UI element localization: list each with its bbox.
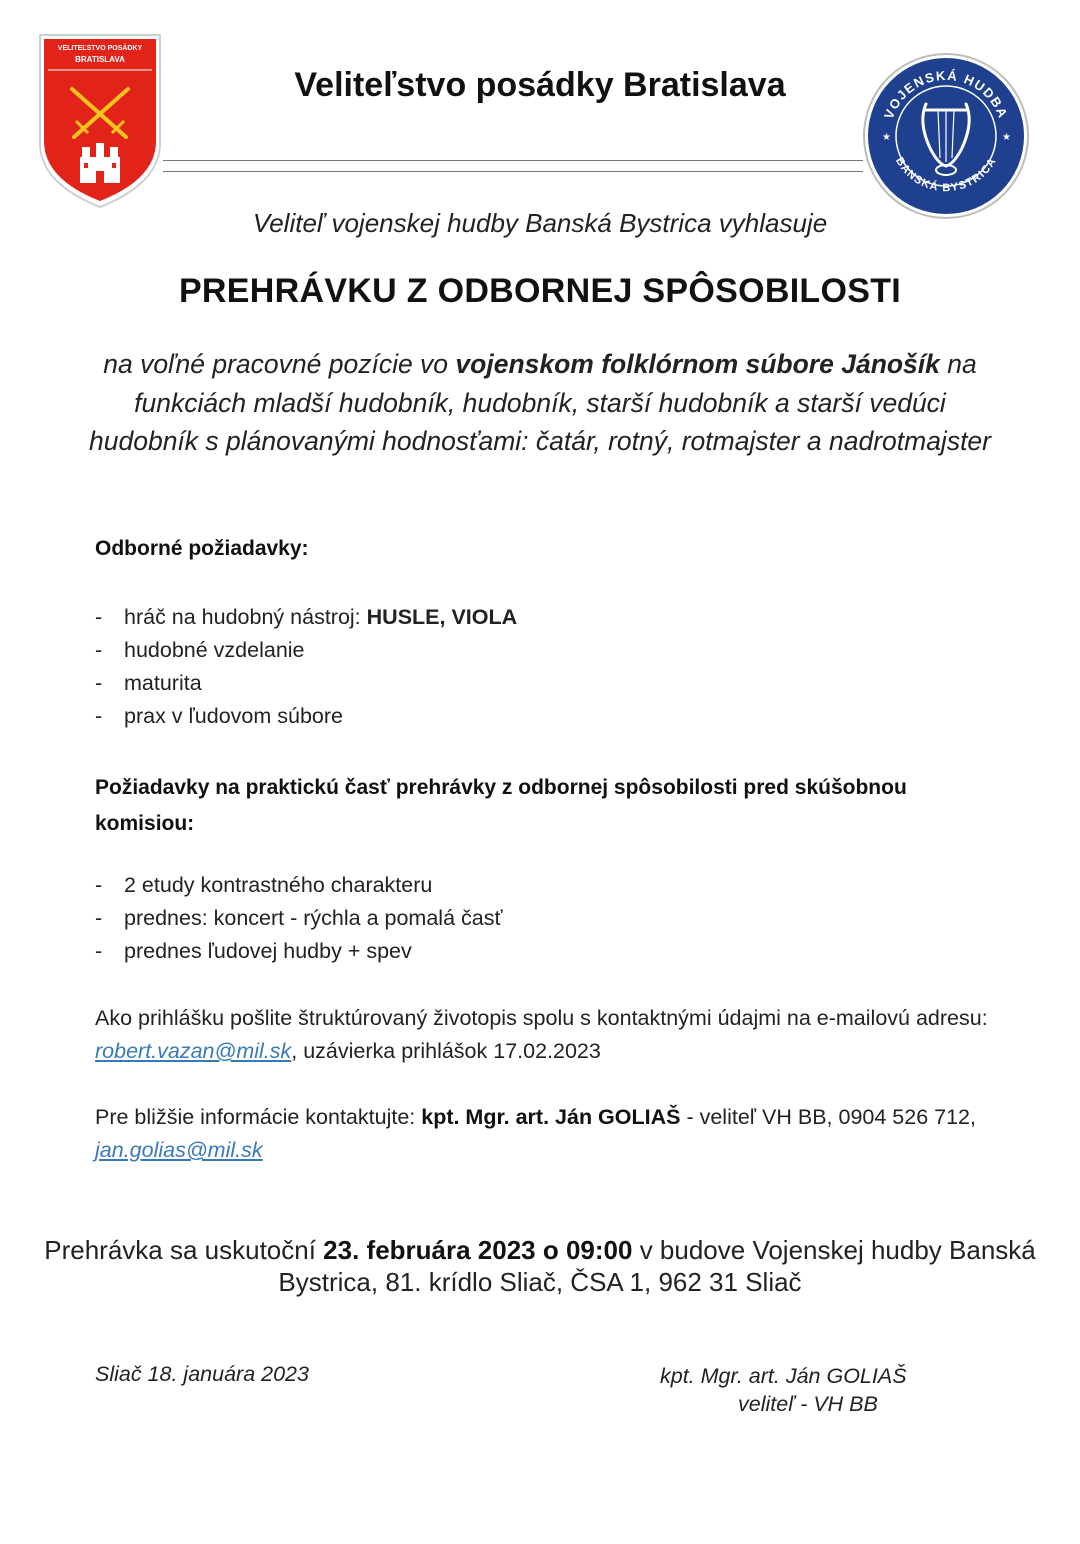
emblem-right-text-top: VOJENSKÁ HUDBA <box>880 67 1012 121</box>
list-item-text: hudobné vzdelanie <box>124 638 305 662</box>
list-item-text: maturita <box>124 671 202 695</box>
svg-text:★: ★ <box>1002 132 1011 143</box>
list-item-text: hráč na hudobný nástroj: <box>124 605 367 629</box>
garrison-coat-of-arms-icon <box>38 33 162 209</box>
ensemble-name: vojenskom folklórnom súbore Jánošík <box>455 349 940 379</box>
application-text-1: Ako prihlášku pošlite štruktúrovaný životopis spolu s kontaktnými údajmi na e-mailovú adresu: <box>95 1006 988 1030</box>
requirements-list <box>95 601 517 733</box>
intro-line: Veliteľ vojenskej hudby Banská Bystrica vyhlasuje <box>252 208 828 238</box>
header-rule-bottom <box>163 171 863 172</box>
positions-text-1: na voľné pracovné pozície vo <box>103 349 456 379</box>
instrument-names: HUSLE, VIOLA <box>366 605 518 629</box>
application-email-link[interactable]: robert.vazan@mil.sk <box>95 1039 292 1063</box>
main-title: PREHRÁVKU Z ODBORNEJ SPÔSOBILOSTI <box>178 272 902 310</box>
contact-email-link[interactable]: jan.golias@mil.sk <box>95 1138 263 1162</box>
application-paragraph <box>95 1002 995 1068</box>
organization-title: Veliteľstvo posádky Bratislava <box>294 66 786 104</box>
list-item-text: prax v ľudovom súbore <box>124 704 343 728</box>
military-band-lyre-icon <box>862 52 1030 220</box>
header-rule-top <box>163 160 863 161</box>
positions-paragraph <box>80 345 1000 461</box>
contact-text-2: - veliteľ VH BB, 0904 526 712, <box>680 1105 976 1129</box>
signer-role: veliteľ - VH BB <box>738 1392 878 1416</box>
emblem-left-text-1: VELITEĽSTVO POSÁDKY <box>57 45 143 52</box>
audition-text-1: Prehrávka sa uskutoční <box>44 1235 324 1265</box>
list-item: - hráč na hudobný nástroj: HUSLE, VIOLA <box>95 605 518 629</box>
signer-name: kpt. Mgr. art. Ján GOLIAŠ <box>660 1364 907 1388</box>
audition-datetime: 23. februára 2023 o 09:00 <box>323 1235 633 1265</box>
audition-details <box>0 1234 1080 1298</box>
contact-name: kpt. Mgr. art. Ján GOLIAŠ <box>421 1105 681 1129</box>
emblem-right-text-bottom: BANSKÁ BYSTRICA <box>893 155 999 195</box>
contact-text-1: Pre bližšie informácie kontaktujte: <box>95 1105 422 1129</box>
list-item: - prednes ľudovej hudby + spev <box>95 939 412 963</box>
list-item: - prax v ľudovom súbore <box>95 704 343 728</box>
practical-list <box>95 869 503 968</box>
audition-location: v budove Vojenskej hudby Banská Bystrica, 81. krídlo Sliač, ČSA 1, 962 31 Sliač <box>278 1235 1036 1297</box>
list-item-text: 2 etudy kontrastného charakteru <box>124 873 433 897</box>
place-date: Sliač 18. januára 2023 <box>95 1362 309 1386</box>
application-deadline: , uzávierka prihlášok 17.02.2023 <box>291 1039 601 1063</box>
list-item-text: prednes ľudovej hudby + spev <box>124 939 412 963</box>
list-item: - prednes: koncert - rýchla a pomalá časť <box>95 906 503 930</box>
requirements-heading: Odborné požiadavky: <box>95 537 309 560</box>
list-item: - hudobné vzdelanie <box>95 638 305 662</box>
signature-block <box>600 1362 1000 1418</box>
emblem-left-text-2: BRATISLAVA <box>75 55 125 64</box>
list-item: - 2 etudy kontrastného charakteru <box>95 873 433 897</box>
svg-text:★: ★ <box>882 132 891 143</box>
positions-text-3: na funkciách mladší hudobník, hudobník, starší hudobník a starší vedúci hudobník s plánovanými hodnosťami: čatár, rotný, rotmajster a nadrotmajster <box>89 349 991 456</box>
practical-heading: Požiadavky na praktickú časť prehrávky z odbornej spôsobilosti pred skúšobnou komisiou: <box>95 776 907 835</box>
list-item: - maturita <box>95 671 202 695</box>
list-item-text: prednes: koncert - rýchla a pomalá časť <box>124 906 503 930</box>
contact-paragraph <box>95 1101 995 1167</box>
